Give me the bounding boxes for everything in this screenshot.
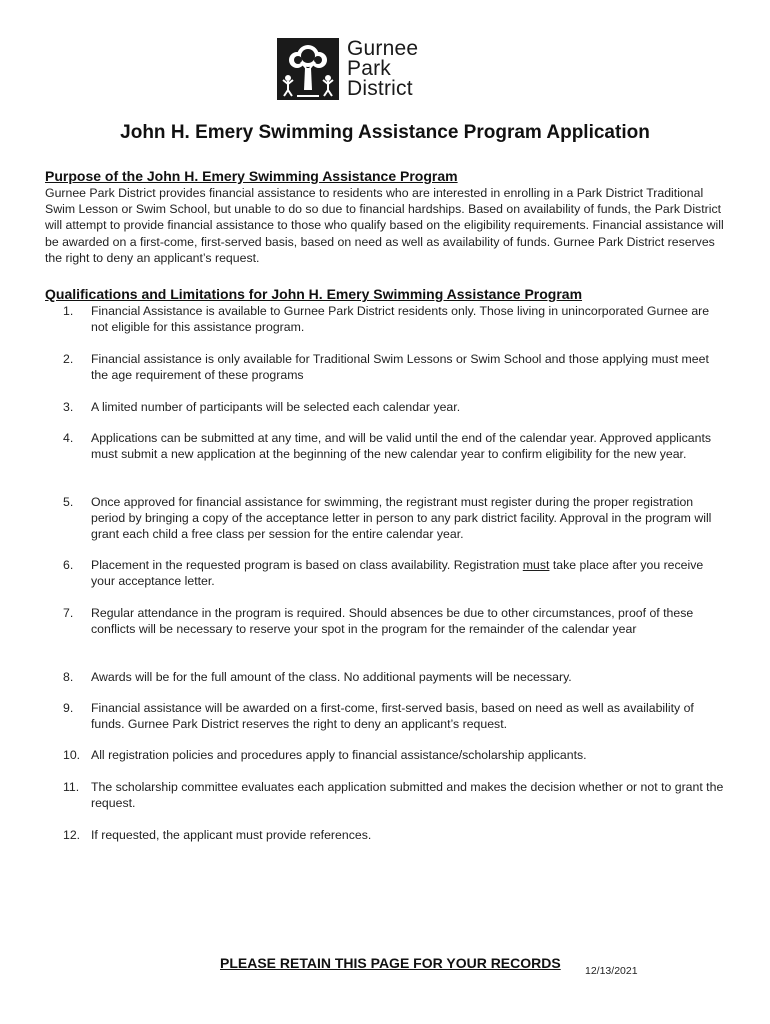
list-item-number: 8. (63, 670, 74, 684)
list-item-text: The scholarship committee evaluates each application submitted and makes the decision whether or not to grant the request. (91, 780, 724, 811)
list-item-number: 4. (63, 431, 74, 445)
list-item-text-part: take place after you receive your acceptance letter. (91, 558, 704, 589)
list-item-text: Once approved for financial assistance for swimming, the registrant must register during the proper registration period by bringing a copy of the acceptance letter in person to any park district facility. Approval in the program will grant each child a free class per session for the entire calendar year. (91, 495, 712, 542)
list-item-text: Awards will be for the full amount of the class. No additional payments will be necessary. (91, 670, 572, 684)
list-item-number: 12. (63, 828, 81, 842)
list-item-number: 11. (63, 780, 80, 794)
list-item-number: 10. (63, 748, 81, 762)
logo-line-3: District (347, 77, 413, 100)
list-item-text: Applications can be submitted at any time, and will be valid until the end of the calendar year. Approved applicants must submit a new application at the beginning of the new calendar year to confirm eligibility for the new year. (91, 431, 712, 462)
qualifications-heading: Qualifications and Limitations for John H. Emery Swimming Assistance Program (45, 286, 583, 302)
list-item-number: 3. (63, 400, 74, 414)
retain-notice: PLEASE RETAIN THIS PAGE FOR YOUR RECORDS (220, 955, 561, 971)
list-item-number: 5. (63, 495, 74, 509)
list-item-text-part: Placement in the requested program is based on class availability. Registration (91, 558, 523, 572)
list-item-number: 9. (63, 701, 74, 715)
list-item-text: Financial assistance will be awarded on a first-come, first-served basis, based on need as well as availability of funds. Gurnee Park District reserves the right to deny an applicant’s request. (91, 701, 694, 732)
purpose-paragraph: Gurnee Park District provides financial assistance to residents who are interested in enrolling in a Park District Traditional Swim Lesson or Swim School, but unable to do so due to financial hardships. Based on availability of funds, the Park District will attempt to provide financial assistance to those who qualify based on the eligibility requirements. Financial assistance will be awarded on a first-come, first-served basis, based on need as well as availability of funds. Gurnee Park District reserves the right to deny an applicant’s request. (45, 186, 724, 265)
list-item-text: Financial assistance is only available for Traditional Swim Lessons or Swim School and those applying must meet the age requirement of these programs (91, 352, 709, 383)
list-item-number: 6. (63, 558, 74, 572)
list-item-number: 7. (63, 606, 74, 620)
list-item-text: Regular attendance in the program is required. Should absences be due to other circumstances, proof of these conflicts will be necessary to reserve your spot in the program for the remainder of the calendar year (91, 606, 694, 637)
list-item-number: 2. (63, 352, 74, 366)
logo-line-1: Gurnee (347, 37, 419, 60)
list-item-text: All registration policies and procedures apply to financial assistance/scholarship applicants. (91, 748, 587, 762)
revision-date: 12/13/2021 (585, 965, 638, 977)
gurnee-park-district-logo (277, 38, 437, 104)
purpose-heading: Purpose of the John H. Emery Swimming Assistance Program (45, 168, 458, 184)
emphasis-must: must (522, 558, 550, 572)
list-item-text: If requested, the applicant must provide references. (91, 828, 372, 842)
document-title: John H. Emery Swimming Assistance Program Application (120, 122, 650, 143)
list-item-text (91, 557, 729, 589)
list-item-number: 1. (63, 304, 74, 318)
logo-line-2: Park (347, 57, 391, 80)
list-item-text: Financial Assistance is available to Gurnee Park District residents only. Those living in unincorporated Gurnee are not eligible for this assistance program. (91, 304, 710, 335)
logo-wordmark (347, 39, 418, 99)
list-item-text: A limited number of participants will be selected each calendar year. (91, 400, 461, 414)
tree-with-children-icon (277, 38, 339, 100)
